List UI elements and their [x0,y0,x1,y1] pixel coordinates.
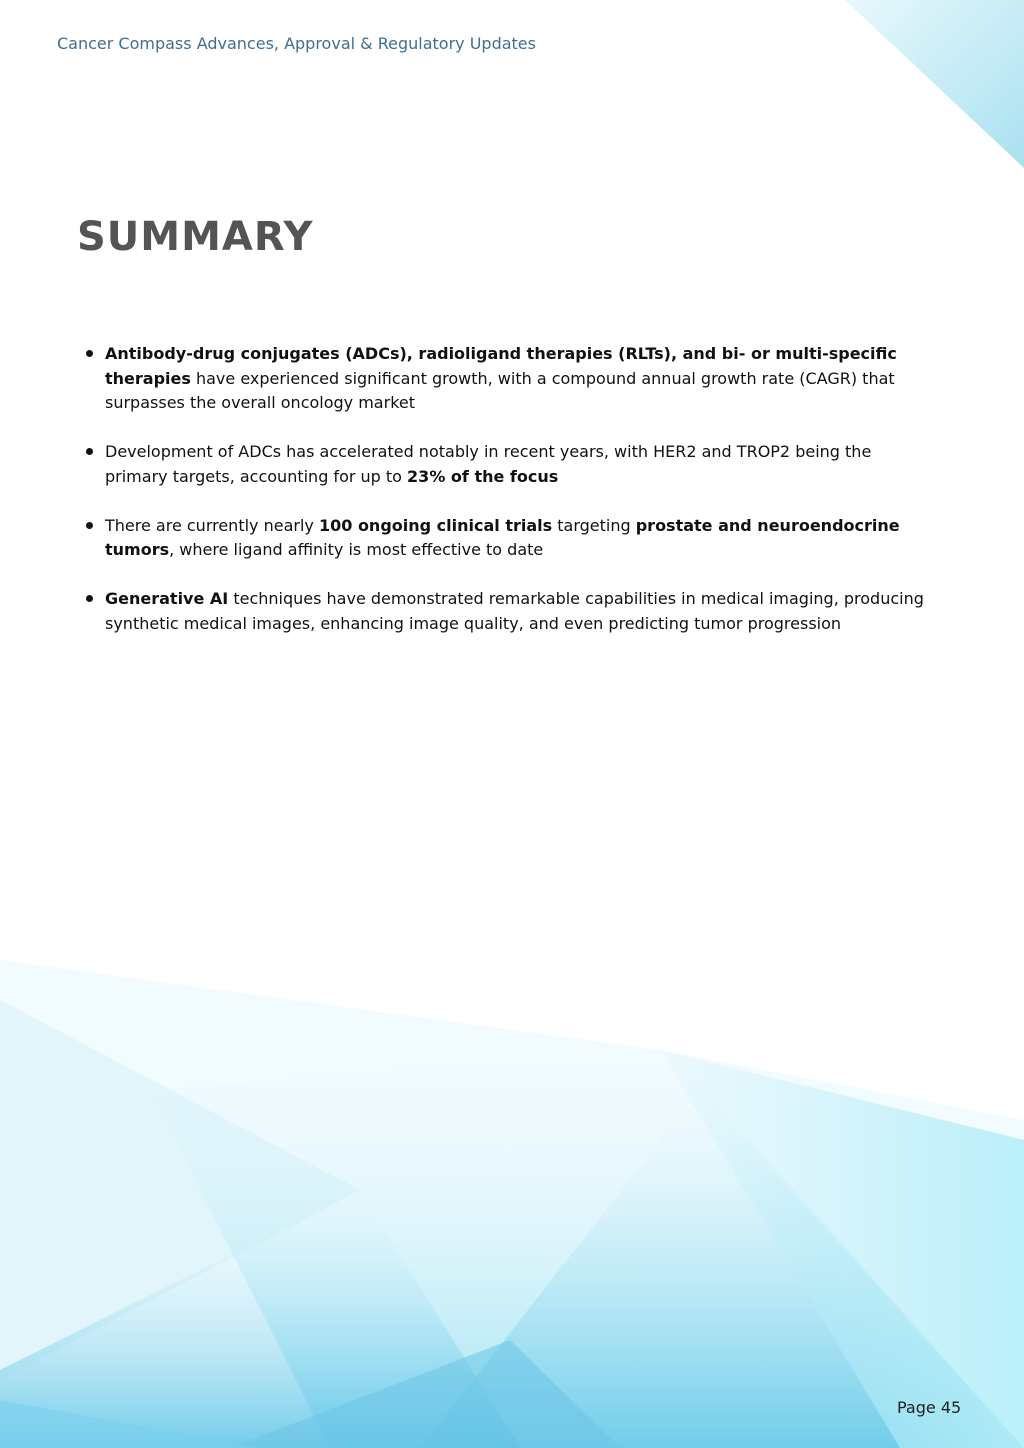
bullet-text: , where ligand affinity is most effective to date [169,540,544,559]
bullet-strong-text: Antibody-drug conjugates (ADCs), radioligand therapies (RLTs), and bi- or multi-specific therapies [105,344,897,388]
bullet-text: There are currently nearly [105,515,319,535]
bullet-strong-text: 23% of the focus [407,466,559,486]
list-item [105,514,925,563]
bullet-text: techniques have demonstrated remarkable capabilities in medical imaging, producing synthetic medical images, enhancing image quality, and even predicting tumor progression [105,589,924,633]
bullet-icon [86,448,93,455]
bullet-strong-text: prostate and neuroendocrine tumors [105,515,900,559]
page-number: Page 45 [897,1398,962,1417]
corner-triangle-decoration [845,0,1024,168]
bullet-strong-text: 100 ongoing clinical trials [318,515,553,535]
list-item [105,587,925,636]
bullet-icon [86,595,93,602]
list-item [105,342,925,416]
bullet-text: have experienced significant growth, with a compound annual growth rate (CAGR) that surpasses the overall oncology market [105,368,895,412]
running-header: Cancer Compass Advances, Approval & Regulatory Updates [57,34,536,53]
bullet-icon [86,522,93,529]
summary-bullet-list [105,342,925,661]
bullet-text: targeting [552,515,636,535]
page-title: SUMMARY [77,214,314,260]
bullet-icon [86,350,93,357]
list-item [105,440,925,489]
bottom-facet-decoration [0,960,1024,1448]
bullet-strong-text: Generative AI [105,589,229,608]
bullet-text: Development of ADCs has accelerated notably in recent years, with HER2 and TROP2 being the primary targets, accounting for up to [105,442,872,486]
